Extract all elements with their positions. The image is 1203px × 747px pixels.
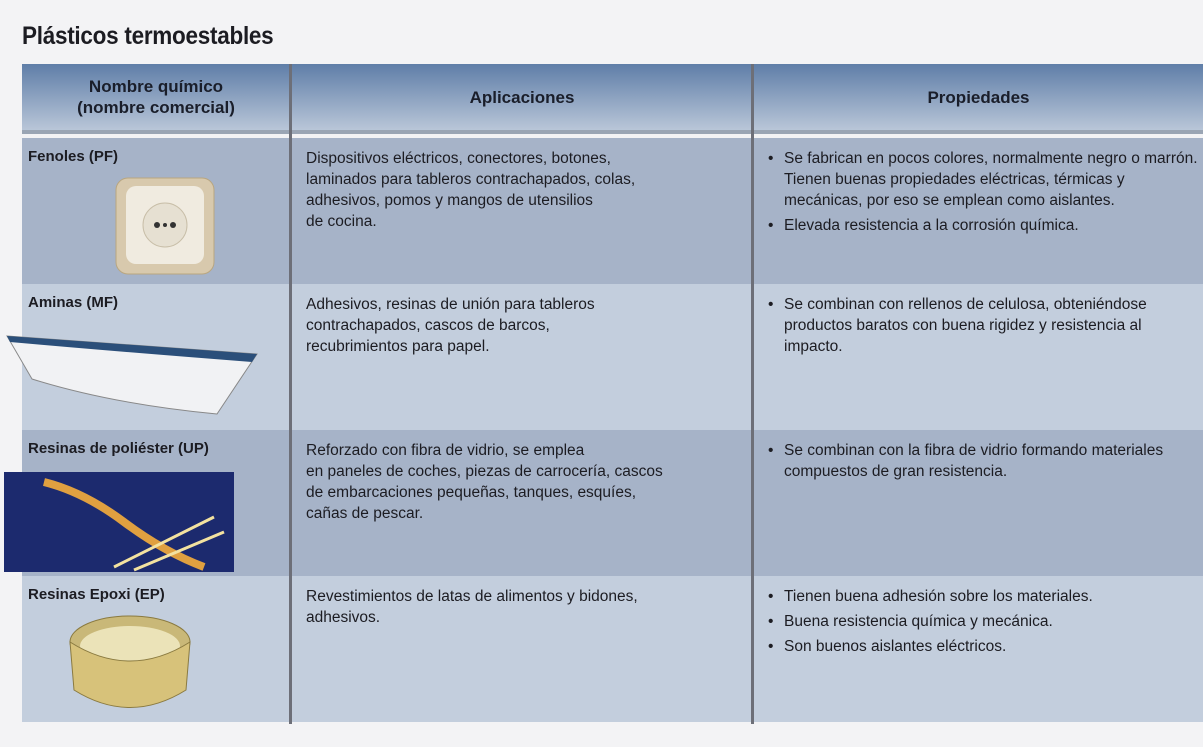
header-apps: Aplicaciones xyxy=(469,87,575,107)
property-item: • Elevada resistencia a la corrosión química. xyxy=(764,215,1203,236)
property-item: • Se combinan con rellenos de celulosa, obteniéndose productos baratos con buena rigidez y resistencia al impacto. xyxy=(764,294,1203,357)
epoxy-can-image xyxy=(66,610,194,720)
column-divider xyxy=(289,64,292,724)
boat-hull-image xyxy=(2,324,262,419)
header-props: Propiedades xyxy=(927,87,1030,107)
row-applications: Adhesivos, resinas de unión para tableros contrachapados, cascos de barcos, recubrimientos para papel. xyxy=(306,296,595,355)
property-item: • Se fabrican en pocos colores, normalmente negro o marrón. Tienen buenas propiedades eléctricas, térmicas y mecánicas, por eso se emplean como aislantes. xyxy=(764,148,1203,211)
electrical-outlet-image xyxy=(114,176,216,276)
header-name: Nombre químico (nombre comercial) xyxy=(77,77,235,117)
page-title: Plásticos termoestables xyxy=(22,22,274,50)
thermoset-plastics-table xyxy=(22,64,1203,724)
column-divider xyxy=(751,64,754,724)
skier-image xyxy=(4,472,234,572)
table-header xyxy=(22,64,1203,134)
row-applications: Dispositivos eléctricos, conectores, botones, laminados para tableros contrachapados, colas, adhesivos, pomos y mangos de utensilios de cocina. xyxy=(306,150,636,230)
table-row xyxy=(22,284,1203,430)
table-row xyxy=(22,138,1203,284)
row-name: Resinas Epoxi (EP) xyxy=(28,586,165,603)
row-properties xyxy=(764,440,1203,486)
row-applications: Revestimientos de latas de alimentos y bidones, adhesivos. xyxy=(306,588,638,626)
row-name: Aminas (MF) xyxy=(28,294,118,311)
property-item: • Se combinan con la fibra de vidrio formando materiales compuestos de gran resistencia. xyxy=(764,440,1203,482)
property-item: • Buena resistencia química y mecánica. xyxy=(764,611,1203,632)
row-applications: Reforzado con fibra de vidrio, se emplea en paneles de coches, piezas de carrocería, cascos de embarcaciones pequeñas, tanques, esquíes, cañas de pescar. xyxy=(306,442,663,522)
table-row xyxy=(22,430,1203,576)
row-properties xyxy=(764,148,1203,240)
row-properties xyxy=(764,586,1203,661)
row-name: Fenoles (PF) xyxy=(28,148,119,165)
table-row xyxy=(22,576,1203,722)
row-name: Resinas de poliéster (UP) xyxy=(28,440,209,457)
property-item: • Son buenos aislantes eléctricos. xyxy=(764,636,1203,657)
row-properties xyxy=(764,294,1203,361)
property-item: • Tienen buena adhesión sobre los materiales. xyxy=(764,586,1203,607)
